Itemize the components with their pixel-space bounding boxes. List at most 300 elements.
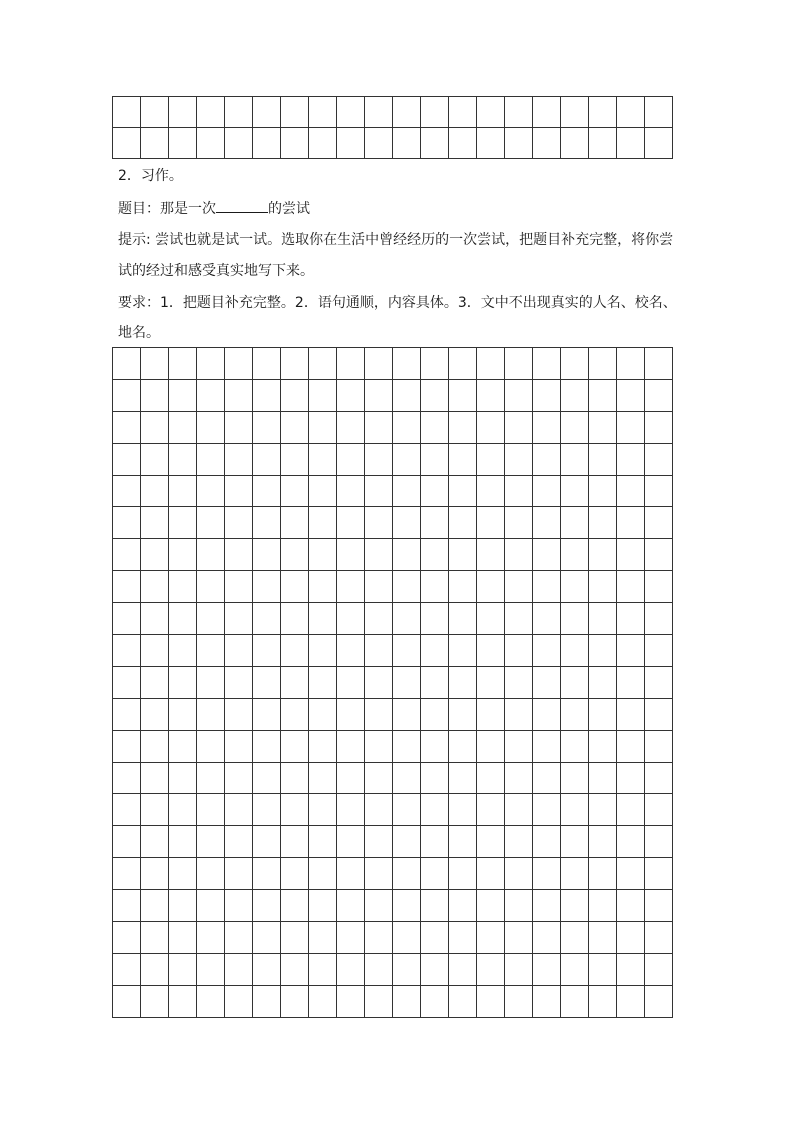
writing-cell[interactable]	[477, 985, 505, 1017]
writing-cell[interactable]	[505, 571, 533, 603]
writing-cell[interactable]	[365, 794, 393, 826]
writing-cell[interactable]	[309, 826, 337, 858]
writing-cell[interactable]	[309, 922, 337, 954]
writing-cell[interactable]	[253, 539, 281, 571]
writing-cell[interactable]	[393, 603, 421, 635]
writing-cell[interactable]	[337, 762, 365, 794]
writing-cell[interactable]	[281, 666, 309, 698]
writing-cell[interactable]	[281, 698, 309, 730]
writing-cell[interactable]	[617, 858, 645, 890]
writing-cell[interactable]	[561, 443, 589, 475]
writing-cell[interactable]	[141, 953, 169, 985]
writing-cell[interactable]	[337, 666, 365, 698]
writing-cell[interactable]	[589, 953, 617, 985]
writing-cell[interactable]	[477, 953, 505, 985]
writing-cell[interactable]	[225, 762, 253, 794]
writing-cell[interactable]	[253, 794, 281, 826]
writing-cell[interactable]	[561, 411, 589, 443]
writing-cell[interactable]	[533, 507, 561, 539]
writing-cell[interactable]	[225, 507, 253, 539]
writing-cell[interactable]	[505, 858, 533, 890]
writing-cell[interactable]	[533, 603, 561, 635]
writing-cell[interactable]	[225, 128, 253, 159]
writing-cell[interactable]	[253, 603, 281, 635]
writing-cell[interactable]	[449, 97, 477, 128]
writing-cell[interactable]	[141, 826, 169, 858]
writing-cell[interactable]	[449, 635, 477, 667]
writing-cell[interactable]	[197, 603, 225, 635]
writing-cell[interactable]	[113, 858, 141, 890]
writing-cell[interactable]	[225, 826, 253, 858]
writing-cell[interactable]	[281, 539, 309, 571]
writing-cell[interactable]	[169, 348, 197, 380]
writing-cell[interactable]	[449, 379, 477, 411]
writing-cell[interactable]	[309, 666, 337, 698]
writing-cell[interactable]	[113, 985, 141, 1017]
writing-cell[interactable]	[561, 507, 589, 539]
writing-cell[interactable]	[589, 507, 617, 539]
writing-cell[interactable]	[505, 985, 533, 1017]
writing-cell[interactable]	[337, 698, 365, 730]
writing-cell[interactable]	[197, 953, 225, 985]
writing-cell[interactable]	[533, 443, 561, 475]
writing-cell[interactable]	[421, 635, 449, 667]
writing-cell[interactable]	[309, 858, 337, 890]
writing-cell[interactable]	[421, 826, 449, 858]
writing-cell[interactable]	[561, 635, 589, 667]
writing-cell[interactable]	[477, 794, 505, 826]
writing-cell[interactable]	[393, 858, 421, 890]
writing-cell[interactable]	[393, 475, 421, 507]
writing-cell[interactable]	[393, 762, 421, 794]
writing-cell[interactable]	[561, 698, 589, 730]
writing-cell[interactable]	[309, 507, 337, 539]
writing-cell[interactable]	[197, 762, 225, 794]
writing-cell[interactable]	[225, 985, 253, 1017]
writing-cell[interactable]	[141, 762, 169, 794]
writing-cell[interactable]	[253, 666, 281, 698]
writing-cell[interactable]	[645, 826, 673, 858]
writing-cell[interactable]	[365, 507, 393, 539]
writing-cell[interactable]	[253, 985, 281, 1017]
writing-cell[interactable]	[561, 730, 589, 762]
writing-cell[interactable]	[589, 858, 617, 890]
writing-cell[interactable]	[197, 666, 225, 698]
writing-cell[interactable]	[141, 475, 169, 507]
writing-cell[interactable]	[589, 666, 617, 698]
writing-cell[interactable]	[477, 348, 505, 380]
writing-cell[interactable]	[505, 698, 533, 730]
writing-cell[interactable]	[337, 97, 365, 128]
writing-cell[interactable]	[337, 539, 365, 571]
writing-cell[interactable]	[337, 890, 365, 922]
writing-cell[interactable]	[337, 379, 365, 411]
writing-cell[interactable]	[113, 379, 141, 411]
writing-cell[interactable]	[197, 348, 225, 380]
writing-cell[interactable]	[253, 507, 281, 539]
writing-cell[interactable]	[533, 666, 561, 698]
writing-cell[interactable]	[617, 571, 645, 603]
writing-cell[interactable]	[561, 826, 589, 858]
writing-cell[interactable]	[533, 571, 561, 603]
writing-cell[interactable]	[617, 475, 645, 507]
writing-cell[interactable]	[281, 603, 309, 635]
writing-cell[interactable]	[281, 826, 309, 858]
writing-cell[interactable]	[645, 603, 673, 635]
writing-cell[interactable]	[617, 762, 645, 794]
writing-cell[interactable]	[393, 571, 421, 603]
writing-cell[interactable]	[477, 666, 505, 698]
writing-cell[interactable]	[393, 97, 421, 128]
writing-cell[interactable]	[421, 97, 449, 128]
writing-cell[interactable]	[477, 507, 505, 539]
writing-cell[interactable]	[113, 953, 141, 985]
writing-cell[interactable]	[365, 97, 393, 128]
writing-cell[interactable]	[337, 730, 365, 762]
writing-cell[interactable]	[533, 730, 561, 762]
writing-cell[interactable]	[589, 698, 617, 730]
writing-cell[interactable]	[561, 922, 589, 954]
writing-cell[interactable]	[225, 348, 253, 380]
writing-cell[interactable]	[225, 443, 253, 475]
writing-cell[interactable]	[225, 922, 253, 954]
writing-cell[interactable]	[505, 826, 533, 858]
writing-cell[interactable]	[281, 985, 309, 1017]
writing-cell[interactable]	[197, 985, 225, 1017]
writing-cell[interactable]	[169, 571, 197, 603]
writing-cell[interactable]	[197, 571, 225, 603]
writing-cell[interactable]	[141, 698, 169, 730]
writing-cell[interactable]	[281, 922, 309, 954]
writing-cell[interactable]	[561, 128, 589, 159]
writing-cell[interactable]	[225, 730, 253, 762]
writing-cell[interactable]	[169, 985, 197, 1017]
writing-cell[interactable]	[393, 635, 421, 667]
writing-cell[interactable]	[533, 985, 561, 1017]
writing-cell[interactable]	[505, 603, 533, 635]
writing-cell[interactable]	[281, 128, 309, 159]
writing-cell[interactable]	[309, 475, 337, 507]
writing-cell[interactable]	[225, 603, 253, 635]
writing-cell[interactable]	[365, 348, 393, 380]
writing-cell[interactable]	[169, 858, 197, 890]
writing-cell[interactable]	[169, 953, 197, 985]
writing-cell[interactable]	[225, 379, 253, 411]
writing-cell[interactable]	[421, 603, 449, 635]
writing-cell[interactable]	[281, 507, 309, 539]
writing-cell[interactable]	[645, 730, 673, 762]
writing-cell[interactable]	[365, 762, 393, 794]
writing-cell[interactable]	[645, 794, 673, 826]
writing-cell[interactable]	[365, 858, 393, 890]
writing-cell[interactable]	[225, 858, 253, 890]
writing-cell[interactable]	[477, 443, 505, 475]
writing-cell[interactable]	[561, 985, 589, 1017]
writing-cell[interactable]	[421, 475, 449, 507]
writing-cell[interactable]	[421, 985, 449, 1017]
writing-cell[interactable]	[337, 571, 365, 603]
writing-cell[interactable]	[169, 411, 197, 443]
writing-cell[interactable]	[113, 348, 141, 380]
writing-cell[interactable]	[253, 730, 281, 762]
writing-cell[interactable]	[281, 571, 309, 603]
writing-cell[interactable]	[337, 858, 365, 890]
writing-cell[interactable]	[141, 571, 169, 603]
writing-cell[interactable]	[421, 858, 449, 890]
writing-cell[interactable]	[169, 762, 197, 794]
writing-cell[interactable]	[225, 953, 253, 985]
writing-cell[interactable]	[589, 635, 617, 667]
writing-cell[interactable]	[113, 890, 141, 922]
writing-cell[interactable]	[617, 635, 645, 667]
writing-cell[interactable]	[477, 922, 505, 954]
writing-cell[interactable]	[449, 348, 477, 380]
writing-cell[interactable]	[365, 698, 393, 730]
writing-cell[interactable]	[253, 443, 281, 475]
writing-cell[interactable]	[449, 826, 477, 858]
writing-cell[interactable]	[617, 507, 645, 539]
writing-cell[interactable]	[225, 539, 253, 571]
writing-cell[interactable]	[141, 443, 169, 475]
writing-cell[interactable]	[477, 826, 505, 858]
writing-cell[interactable]	[393, 539, 421, 571]
writing-cell[interactable]	[141, 922, 169, 954]
writing-cell[interactable]	[337, 475, 365, 507]
writing-cell[interactable]	[561, 666, 589, 698]
writing-cell[interactable]	[197, 379, 225, 411]
writing-cell[interactable]	[141, 666, 169, 698]
writing-cell[interactable]	[589, 603, 617, 635]
writing-cell[interactable]	[561, 379, 589, 411]
writing-cell[interactable]	[309, 603, 337, 635]
writing-cell[interactable]	[561, 348, 589, 380]
writing-cell[interactable]	[113, 128, 141, 159]
writing-cell[interactable]	[337, 953, 365, 985]
writing-cell[interactable]	[365, 826, 393, 858]
writing-cell[interactable]	[477, 128, 505, 159]
writing-cell[interactable]	[477, 762, 505, 794]
writing-cell[interactable]	[197, 475, 225, 507]
writing-cell[interactable]	[421, 794, 449, 826]
writing-cell[interactable]	[113, 635, 141, 667]
writing-cell[interactable]	[617, 730, 645, 762]
writing-cell[interactable]	[337, 635, 365, 667]
writing-cell[interactable]	[393, 348, 421, 380]
writing-cell[interactable]	[309, 698, 337, 730]
writing-cell[interactable]	[505, 762, 533, 794]
writing-cell[interactable]	[253, 475, 281, 507]
writing-cell[interactable]	[141, 985, 169, 1017]
writing-cell[interactable]	[477, 571, 505, 603]
writing-cell[interactable]	[365, 922, 393, 954]
writing-cell[interactable]	[365, 571, 393, 603]
writing-cell[interactable]	[617, 348, 645, 380]
writing-cell[interactable]	[449, 128, 477, 159]
writing-cell[interactable]	[589, 348, 617, 380]
writing-cell[interactable]	[477, 97, 505, 128]
writing-cell[interactable]	[365, 379, 393, 411]
writing-cell[interactable]	[393, 379, 421, 411]
writing-cell[interactable]	[337, 411, 365, 443]
writing-cell[interactable]	[197, 826, 225, 858]
writing-cell[interactable]	[533, 348, 561, 380]
writing-cell[interactable]	[477, 890, 505, 922]
writing-cell[interactable]	[253, 411, 281, 443]
writing-cell[interactable]	[617, 794, 645, 826]
writing-cell[interactable]	[589, 794, 617, 826]
writing-cell[interactable]	[141, 539, 169, 571]
writing-cell[interactable]	[169, 666, 197, 698]
writing-cell[interactable]	[169, 379, 197, 411]
writing-cell[interactable]	[281, 348, 309, 380]
writing-cell[interactable]	[589, 890, 617, 922]
writing-cell[interactable]	[449, 953, 477, 985]
writing-cell[interactable]	[645, 97, 673, 128]
writing-cell[interactable]	[645, 922, 673, 954]
writing-cell[interactable]	[477, 730, 505, 762]
writing-cell[interactable]	[533, 922, 561, 954]
writing-cell[interactable]	[617, 953, 645, 985]
writing-cell[interactable]	[477, 858, 505, 890]
writing-cell[interactable]	[281, 475, 309, 507]
writing-cell[interactable]	[253, 890, 281, 922]
writing-cell[interactable]	[197, 443, 225, 475]
writing-cell[interactable]	[197, 890, 225, 922]
writing-cell[interactable]	[113, 698, 141, 730]
writing-cell[interactable]	[449, 443, 477, 475]
writing-cell[interactable]	[337, 507, 365, 539]
writing-cell[interactable]	[309, 539, 337, 571]
writing-cell[interactable]	[645, 411, 673, 443]
writing-cell[interactable]	[421, 443, 449, 475]
writing-cell[interactable]	[589, 826, 617, 858]
writing-cell[interactable]	[617, 128, 645, 159]
writing-cell[interactable]	[337, 348, 365, 380]
writing-cell[interactable]	[617, 411, 645, 443]
writing-cell[interactable]	[589, 443, 617, 475]
writing-cell[interactable]	[281, 730, 309, 762]
writing-cell[interactable]	[645, 985, 673, 1017]
writing-cell[interactable]	[281, 97, 309, 128]
writing-cell[interactable]	[449, 603, 477, 635]
writing-cell[interactable]	[421, 128, 449, 159]
writing-cell[interactable]	[141, 794, 169, 826]
writing-cell[interactable]	[505, 666, 533, 698]
writing-cell[interactable]	[393, 128, 421, 159]
writing-cell[interactable]	[505, 794, 533, 826]
writing-cell[interactable]	[617, 922, 645, 954]
writing-cell[interactable]	[253, 826, 281, 858]
writing-cell[interactable]	[281, 443, 309, 475]
writing-cell[interactable]	[421, 379, 449, 411]
writing-cell[interactable]	[337, 826, 365, 858]
writing-cell[interactable]	[113, 666, 141, 698]
writing-cell[interactable]	[645, 475, 673, 507]
writing-cell[interactable]	[449, 985, 477, 1017]
writing-cell[interactable]	[533, 539, 561, 571]
writing-cell[interactable]	[365, 539, 393, 571]
writing-cell[interactable]	[225, 794, 253, 826]
writing-cell[interactable]	[225, 571, 253, 603]
writing-cell[interactable]	[421, 890, 449, 922]
writing-cell[interactable]	[309, 762, 337, 794]
writing-cell[interactable]	[113, 603, 141, 635]
writing-cell[interactable]	[169, 128, 197, 159]
writing-cell[interactable]	[505, 890, 533, 922]
writing-cell[interactable]	[645, 348, 673, 380]
writing-cell[interactable]	[589, 411, 617, 443]
writing-cell[interactable]	[197, 97, 225, 128]
writing-cell[interactable]	[309, 128, 337, 159]
writing-cell[interactable]	[253, 762, 281, 794]
writing-cell[interactable]	[645, 379, 673, 411]
writing-cell[interactable]	[169, 97, 197, 128]
writing-cell[interactable]	[169, 539, 197, 571]
writing-cell[interactable]	[561, 762, 589, 794]
writing-cell[interactable]	[533, 858, 561, 890]
writing-cell[interactable]	[337, 922, 365, 954]
writing-cell[interactable]	[421, 698, 449, 730]
writing-cell[interactable]	[589, 730, 617, 762]
writing-cell[interactable]	[477, 603, 505, 635]
writing-cell[interactable]	[533, 794, 561, 826]
writing-cell[interactable]	[393, 953, 421, 985]
writing-cell[interactable]	[113, 922, 141, 954]
writing-cell[interactable]	[337, 985, 365, 1017]
writing-cell[interactable]	[393, 666, 421, 698]
writing-cell[interactable]	[477, 411, 505, 443]
writing-cell[interactable]	[617, 666, 645, 698]
writing-cell[interactable]	[421, 730, 449, 762]
writing-cell[interactable]	[589, 571, 617, 603]
writing-cell[interactable]	[533, 475, 561, 507]
writing-cell[interactable]	[281, 890, 309, 922]
writing-cell[interactable]	[393, 922, 421, 954]
writing-cell[interactable]	[589, 97, 617, 128]
writing-cell[interactable]	[169, 475, 197, 507]
writing-cell[interactable]	[393, 826, 421, 858]
writing-cell[interactable]	[141, 411, 169, 443]
writing-cell[interactable]	[113, 97, 141, 128]
writing-cell[interactable]	[197, 411, 225, 443]
writing-cell[interactable]	[169, 698, 197, 730]
writing-cell[interactable]	[309, 953, 337, 985]
writing-cell[interactable]	[449, 730, 477, 762]
writing-cell[interactable]	[393, 985, 421, 1017]
writing-cell[interactable]	[309, 985, 337, 1017]
writing-cell[interactable]	[645, 507, 673, 539]
writing-cell[interactable]	[505, 379, 533, 411]
writing-cell[interactable]	[169, 922, 197, 954]
writing-cell[interactable]	[617, 985, 645, 1017]
writing-cell[interactable]	[505, 97, 533, 128]
writing-cell[interactable]	[309, 411, 337, 443]
writing-cell[interactable]	[393, 411, 421, 443]
writing-cell[interactable]	[533, 762, 561, 794]
writing-cell[interactable]	[449, 571, 477, 603]
writing-cell[interactable]	[141, 858, 169, 890]
writing-cell[interactable]	[393, 730, 421, 762]
writing-cell[interactable]	[645, 635, 673, 667]
writing-cell[interactable]	[617, 698, 645, 730]
writing-cell[interactable]	[421, 348, 449, 380]
writing-cell[interactable]	[225, 635, 253, 667]
writing-cell[interactable]	[309, 794, 337, 826]
title-blank[interactable]	[216, 199, 268, 213]
writing-cell[interactable]	[617, 97, 645, 128]
writing-cell[interactable]	[645, 858, 673, 890]
writing-cell[interactable]	[449, 762, 477, 794]
